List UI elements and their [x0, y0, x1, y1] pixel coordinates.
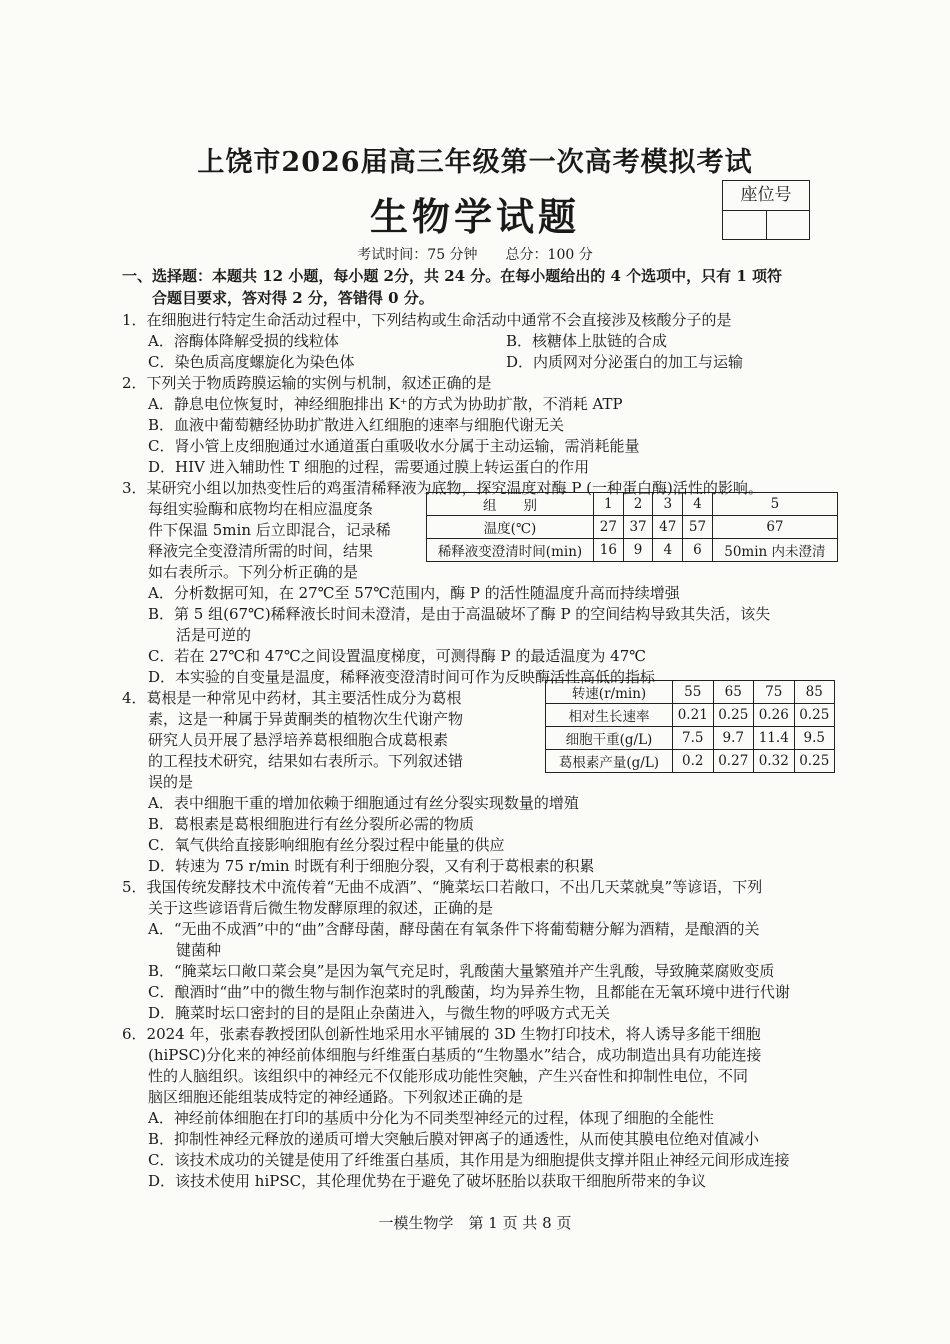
table-cell: 50min 内未澄清 [712, 539, 837, 562]
q6-option-a: A．神经前体细胞在打印的基质中分化为不同类型神经元的过程，体现了细胞的全能性 [148, 1109, 714, 1127]
table-cell: 0.27 [713, 750, 754, 773]
q2-option-c: C．肾小管上皮细胞通过水通道蛋白重吸收水分属于主动运输，需消耗能量 [148, 437, 640, 455]
seat-label: 座位号 [723, 181, 809, 211]
enzyme-temperature-table [426, 492, 838, 562]
section-heading-cont: 合题目要求，答对得 2 分，答错得 0 分。 [152, 289, 434, 307]
q4-stem-cont: 误的是 [148, 773, 194, 791]
table-header-cell: 转速(r/min) [546, 681, 673, 704]
q5-stem-cont: 关于这些谚语背后微生物发酵原理的叙述，正确的是 [148, 899, 494, 917]
q5-option-a: A．“无曲不成酒”中的“曲”含酵母菌，酵母菌在有氧条件下将葡萄糖分解为酒精，是酿酒的关 [148, 920, 760, 938]
q4-stem-cont: 研究人员开展了悬浮培养葛根细胞合成葛根素 [148, 731, 449, 749]
q3-option-d: D．本实验的自变量是温度，稀释液变澄清时间可作为反映酶活性高低的指标 [148, 668, 656, 686]
table-header-cell: 葛根素产量(g/L) [546, 750, 673, 773]
table-cell: 6 [683, 539, 713, 562]
table-cell: 75 [754, 681, 795, 704]
q4-stem-cont: 素，这是一种属于异黄酮类的植物次生代谢产物 [148, 710, 464, 728]
table-cell: 9.7 [713, 727, 754, 750]
table-cell: 9 [623, 539, 653, 562]
table-cell: 16 [594, 539, 624, 562]
table-row [546, 704, 835, 727]
q4-option-c: C．氧气供给直接影响细胞有丝分裂过程中能量的供应 [148, 836, 505, 854]
table-row [546, 681, 835, 704]
q3-stem-cont: 如右表所示。下列分析正确的是 [148, 563, 359, 581]
table-cell: 0.25 [713, 704, 754, 727]
table-cell: 0.26 [754, 704, 795, 727]
table-row [427, 493, 838, 516]
table-cell: 1 [594, 493, 624, 516]
table-row [546, 727, 835, 750]
table-header-cell: 温度(℃) [427, 516, 594, 539]
seat-cell [767, 211, 810, 239]
kudzu-culture-table [545, 680, 835, 773]
q4-option-a: A．表中细胞干重的增加依赖于细胞通过有丝分裂实现数量的增殖 [148, 794, 579, 812]
page-footer: 一模生物学 第 1 页 共 8 页 [378, 1214, 572, 1232]
seat-number-box [722, 180, 810, 240]
q6-option-d: D．该技术使用 hiPSC，其伦理优势在于避免了破坏胚胎以获取干细胞所带来的争议 [148, 1172, 707, 1190]
table-cell: 4 [683, 493, 713, 516]
table-cell: 0.25 [794, 704, 835, 727]
table-cell: 9.5 [794, 727, 835, 750]
section-heading: 一、选择题：本题共 12 小题，每小题 2分，共 24 分。在每小题给出的 4 个选项中，只有 1 项符 [122, 267, 783, 285]
table-cell: 57 [683, 516, 713, 539]
q4-stem: 4．葛根是一种常见中药材，其主要活性成分为葛根 [122, 689, 462, 707]
q6-stem: 6．2024 年，张素春教授团队创新性地采用水平铺展的 3D 生物打印技术，将人诱导多能干细胞 [122, 1025, 761, 1043]
q5-option-c: C．酿酒时“曲”中的微生物与制作泡菜时的乳酸菌，均为异养生物，且都能在无氧环境中进行代谢 [148, 983, 790, 1001]
table-cell: 27 [594, 516, 624, 539]
q3-stem-cont: 每组实验酶和底物均在相应温度条 [148, 500, 374, 518]
q2-stem: 2．下列关于物质跨膜运输的实例与机制，叙述正确的是 [122, 374, 492, 392]
q1-option-c: C．染色质高度螺旋化为染色体 [148, 353, 355, 371]
table-header-cell: 组 别 [427, 493, 594, 516]
q2-option-d: D．HIV 进入辅助性 T 细胞的过程，需要通过膜上转运蛋白的作用 [148, 458, 590, 476]
seat-cell [723, 211, 767, 239]
q1-option-b: B．核糖体上肽链的合成 [506, 332, 668, 350]
subject-title: 生物学试题 [369, 194, 580, 239]
table-cell: 37 [623, 516, 653, 539]
q6-stem-cont: 性的人脑组织。该组织中的神经元不仅能形成功能性突触，产生兴奋性和抑制性电位，不同 [148, 1067, 749, 1085]
q6-stem-cont: (hiPSC)分化来的神经前体细胞与纤维蛋白基质的“生物墨水”结合，成功制造出具有功能连接 [148, 1046, 762, 1064]
table-row [427, 516, 838, 539]
q5-stem: 5．我国传统发酵技术中流传着“无曲不成酒”、“腌菜坛口若敞口，不出几天菜就臭”等谚语，下列 [122, 878, 763, 896]
q5-option-a-cont: 键菌种 [176, 941, 222, 959]
q5-option-d: D．腌菜时坛口密封的目的是阻止杂菌进入，与微生物的呼吸方式无关 [148, 1004, 611, 1022]
q4-stem-cont: 的工程技术研究，结果如右表所示。下列叙述错 [148, 752, 464, 770]
table-cell: 0.2 [673, 750, 714, 773]
table-header-cell: 相对生长速率 [546, 704, 673, 727]
q3-option-c: C．若在 27℃和 47℃之间设置温度梯度，可测得酶 P 的最适温度为 47℃ [148, 647, 647, 665]
q6-stem-cont: 脑区细胞还能组装成特定的神经通路。下列叙述正确的是 [148, 1088, 524, 1106]
table-cell: 3 [653, 493, 683, 516]
q6-option-b: B．抑制性神经元释放的递质可增大突触后膜对钾离子的通透性，从而使其膜电位绝对值减小 [148, 1130, 760, 1148]
q3-stem-cont: 件下保温 5min 后立即混合，记录稀 [148, 521, 391, 539]
table-cell: 5 [712, 493, 837, 516]
table-row [546, 750, 835, 773]
exam-info: 考试时间：75 分钟 总分：100 分 [357, 247, 593, 263]
q1-option-a: A．溶酶体降解受损的线粒体 [148, 332, 339, 350]
table-cell: 65 [713, 681, 754, 704]
q3-option-a: A．分析数据可知，在 27℃至 57℃范围内，酶 P 的活性随温度升高而持续增强 [148, 584, 680, 602]
q2-option-a: A．静息电位恢复时，神经细胞排出 K⁺的方式为协助扩散，不消耗 ATP [148, 395, 623, 413]
q1-stem: 1．在细胞进行特定生命活动过程中，下列结构或生命活动中通常不会直接涉及核酸分子的是 [122, 311, 732, 329]
q4-option-d: D．转速为 75 r/min 时既有利于细胞分裂，又有利于葛根素的积累 [148, 857, 595, 875]
table-cell: 47 [653, 516, 683, 539]
table-cell: 4 [653, 539, 683, 562]
table-cell: 7.5 [673, 727, 714, 750]
table-cell: 0.21 [673, 704, 714, 727]
q2-option-b: B．血液中葡萄糖经协助扩散进入红细胞的速率与细胞代谢无关 [148, 416, 565, 434]
table-header-cell: 细胞干重(g/L) [546, 727, 673, 750]
q3-stem-cont: 释液完全变澄清所需的时间，结果 [148, 542, 374, 560]
q3-option-b-cont: 活是可逆的 [176, 626, 252, 644]
table-cell: 0.32 [754, 750, 795, 773]
q6-option-c: C．该技术成功的关键是使用了纤维蛋白基质，其作用是为细胞提供支撑并阻止神经元间形成连接 [148, 1151, 790, 1169]
seat-cells [723, 211, 809, 239]
table-cell: 2 [623, 493, 653, 516]
q3-stem: 3．某研究小组以加热变性后的鸡蛋清稀释液为底物，探究温度对酶 P (一种蛋白酶)活性的影响。 [122, 479, 763, 497]
q3-option-b: B．第 5 组(67℃)稀释液长时间未澄清，是由于高温破坏了酶 P 的空间结构导致其失活，该失 [148, 605, 771, 623]
exam-title: 上饶市2026届高三年级第一次高考模拟考试 [197, 147, 753, 178]
table-cell: 55 [673, 681, 714, 704]
table-row [427, 539, 838, 562]
table-cell: 11.4 [754, 727, 795, 750]
q1-option-d: D．内质网对分泌蛋白的加工与运输 [506, 353, 744, 371]
table-cell: 67 [712, 516, 837, 539]
table-header-cell: 稀释液变澄清时间(min) [427, 539, 594, 562]
q5-option-b: B．“腌菜坛口敞口菜会臭”是因为氧气充足时，乳酸菌大量繁殖并产生乳酸，导致腌菜腐败变质 [148, 962, 775, 980]
q4-option-b: B．葛根素是葛根细胞进行有丝分裂所必需的物质 [148, 815, 475, 833]
table-cell: 85 [794, 681, 835, 704]
table-cell: 0.25 [794, 750, 835, 773]
